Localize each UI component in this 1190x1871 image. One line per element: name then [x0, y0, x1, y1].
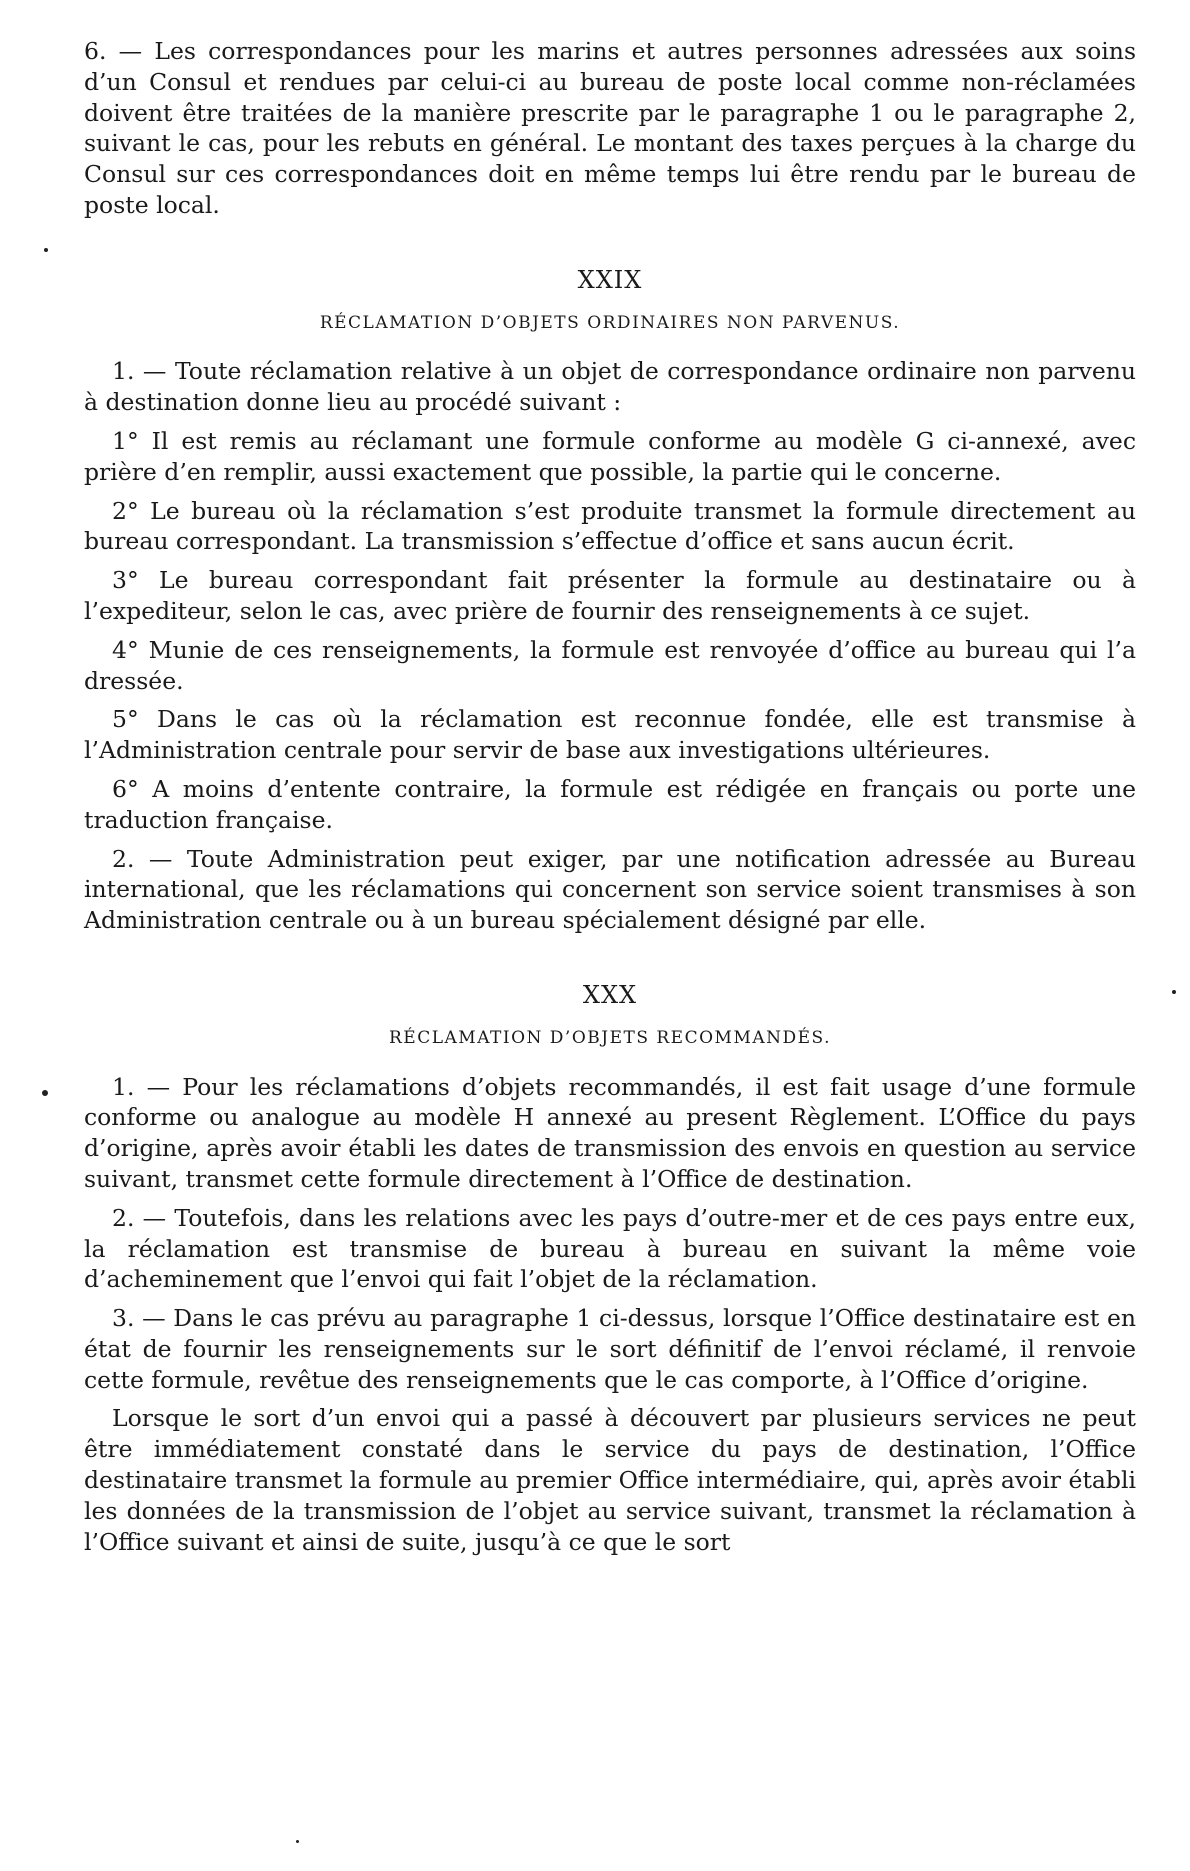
section-29-paragraph-2: 2. — Toute Administration peut exiger, par une notification adressée au Bureau international, que les réclamations qui concernent son service soient transmises à son Administration centrale ou à un bureau spécialement désigné par elle. — [84, 844, 1136, 935]
section-29-item-5: 5° Dans le cas où la réclamation est reconnue fondée, elle est transmise à l’Administration centrale pour servir de base aux investigations ultérieures. — [84, 705, 1136, 765]
section-29-number: XXIX — [577, 265, 643, 294]
section-29-item-4: 4° Munie de ces renseignements, la formule est renvoyée d’office au bureau qui l’a dressée. — [84, 635, 1136, 695]
scan-speck — [296, 1840, 299, 1843]
section-29-item-6: 6° A moins d’entente contraire, la formule est rédigée en français ou porte une traduction française. — [84, 774, 1136, 834]
section-30-title: RÉCLAMATION D’OBJETS RECOMMANDÉS. — [389, 1027, 831, 1048]
section-29-item-3: 3° Le bureau correspondant fait présenter la formule au destinataire ou à l’expediteur, selon le cas, avec prière de fournir des renseignements à ce sujet. — [84, 566, 1136, 625]
section-29-item-2: 2° Le bureau où la réclamation s’est produite transmet la formule directement au bureau correspondant. La transmission s’effectue d’office et sans aucun écrit. — [84, 496, 1136, 556]
intro-paragraph: 6. — Les correspondances pour les marins et autres personnes adressées aux soins d’un Consul et rendues par celui-ci au bureau de poste local comme non-réclamées doivent être traitées de la manière prescrite par le paragraphe 1 ou le paragraphe 2, suivant le cas, pour les rebuts en général. Le montant des taxes perçues à la charge du Consul sur ces correspondances doit en même temps lui être rendu par le bureau de poste local. — [84, 37, 1136, 219]
scan-speck — [44, 248, 48, 252]
section-30-paragraph-1: 1. — Pour les réclamations d’objets recommandés, il est fait usage d’une formule conforme ou analogue au modèle H annexé au present Règlement. L’Office du pays d’origine, après avoir établi les dates de transmission des envois en question au service suivant, transmet cette formule directement à l’Office de destination. — [84, 1072, 1136, 1193]
section-29-title: RÉCLAMATION D’OBJETS ORDINAIRES NON PARVENUS. — [319, 312, 901, 333]
section-29-item-1: 1° Il est remis au réclamant une formule conforme au modèle G ci-annexé, avec prière d’en remplir, aussi exactement que possible, la partie qui le concerne. — [84, 426, 1136, 486]
section-30-paragraph-4: Lorsque le sort d’un envoi qui a passé à découvert par plusieurs services ne peut être immédiatement constaté dans le service du pays de destination, l’Office destinataire transmet la formule au premier Office intermédiaire, qui, après avoir établi les données de la transmission de l’objet au service suivant, transmet la réclamation à l’Office suivant et ainsi de suite, jusqu’à ce que le sort — [84, 1404, 1136, 1556]
section-30-number: XXX — [582, 980, 638, 1009]
scan-speck — [42, 1090, 48, 1096]
scan-speck — [1172, 990, 1176, 994]
section-30-paragraph-3: 3. — Dans le cas prévu au paragraphe 1 ci-dessus, lorsque l’Office destinataire est en état de fournir les renseignements sur le sort définitif de l’envoi réclamé, il renvoie cette formule, revêtue des renseignements que le cas comporte, à l’Office d’origine. — [84, 1304, 1136, 1394]
section-29-paragraph-1: 1. — Toute réclamation relative à un objet de correspondance ordinaire non parvenu à destination donne lieu au procédé suivant : — [84, 357, 1136, 417]
section-30-paragraph-2: 2. — Toutefois, dans les relations avec les pays d’outre-mer et de ces pays entre eux, la réclamation est transmise de bureau à bureau en suivant la même voie d’acheminement que l’envoi qui fait l’objet de la réclamation. — [84, 1203, 1136, 1294]
document-page — [84, 36, 1136, 1557]
